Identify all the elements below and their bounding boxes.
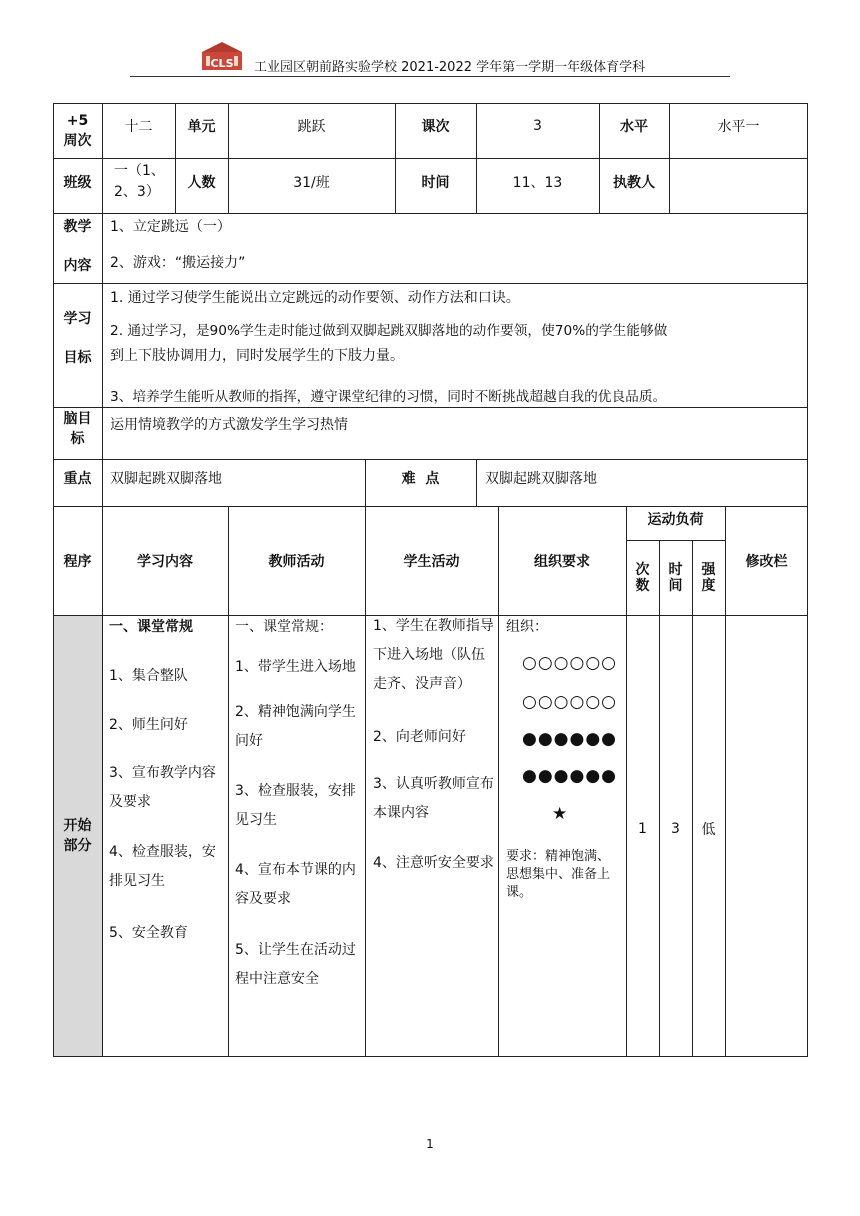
goal-3: 3、培养学生能听从教师的指挥，遵守课堂纪律的习惯，同时不断挑战超越自我的优良品质。 [110,389,667,405]
org-title: 组织： [506,619,548,635]
page-number: 1 [426,1137,434,1151]
teacher-star-icon: ★ [552,804,569,824]
col-org: 组织要求 [534,553,590,570]
formation-row-2: ○○○○○○ [522,692,618,712]
section-name: 开始部分 [63,818,92,854]
student-item-2: 2、向老师问好 [373,729,466,745]
teacher-value [669,158,808,206]
teacher-item-3: 3、检查服装，安排见习生 [235,783,356,828]
student-item-4: 4、注意听安全要求 [373,855,494,871]
goal-2a: 2. 通过学习，是90%学生走时能过做到双脚起跳双脚落地的动作要领，使70%的学生能够做 [110,323,668,339]
study-title: 一、课堂常规 [109,619,193,635]
study-item-4: 4、检查服装，安排见习生 [109,844,216,889]
teacher-label: 执教人 [613,175,655,191]
week-value: 十二 [124,118,153,135]
study-item-5: 5、安全教育 [109,925,188,941]
unit-label: 单元 [187,118,216,135]
study-item-3: 3、宣布教学内容及要求 [109,765,216,810]
org-requirement-text: 要求：精神饱满、思想集中、准备上课。 [506,849,611,900]
load-times: 1 [638,821,647,837]
header-title: 工业园区朝前路实验学校 2021-2022 学年第一学期一年级体育学科 [254,60,646,75]
level-value: 水平一 [717,118,760,135]
teacher-item-1: 1、带学生进入场地 [235,659,356,675]
unit-value: 跳跃 [297,118,326,135]
content-line-1: 1、立定跳远（一） [110,219,231,235]
level-label: 水平 [620,118,648,135]
formation-row-4: ●●●●●● [522,766,618,786]
brain-label-2: 标 [70,431,85,447]
school-logo [196,40,248,72]
time-value: 11、13 [512,175,563,191]
content-label-1: 教学 [63,219,92,235]
col-times: 次数 [635,561,650,594]
load-intensity: 低 [701,822,716,838]
key-text: 双脚起跳双脚落地 [110,471,222,487]
teacher-item-5: 5、让学生在活动过程中注意安全 [235,942,356,987]
class-label: 班级 [63,175,92,191]
brain-label-1: 脑目 [63,411,92,427]
difficulty-label: 难 点 [401,470,440,487]
goal-1: 1. 通过学习使学生能说出立定跳远的动作要领、动作方法和口诀。 [110,290,520,306]
goals-label-2: 目标 [63,350,92,366]
lesson-label: 课次 [421,118,450,135]
time-label: 时间 [421,175,450,191]
goals-label-1: 学习 [63,311,92,327]
load-duration: 3 [671,821,680,837]
week-label: +5 周次 [63,112,92,149]
logo-text: CLS [210,57,234,70]
col-load: 运动负荷 [647,512,704,528]
teacher-item-4: 4、宣布本节课的内容及要求 [235,862,356,907]
key-label: 重点 [63,470,92,487]
page-header [130,38,730,77]
col-student: 学生活动 [403,553,460,570]
study-item-1: 1、集合整队 [109,668,188,684]
student-item-1: 1、学生在教师指导下进入场地（队伍走齐、没声音） [373,618,494,692]
col-intensity: 强度 [701,561,716,594]
col-revise: 修改栏 [745,553,788,570]
content-label-2: 内容 [63,258,92,274]
brain-label [53,409,102,449]
formation-row-1: ○○○○○○ [522,653,618,673]
col-duration: 时间 [668,561,683,594]
student-item-3: 3、认真听教师宣布本课内容 [373,776,494,821]
lesson-plan-table [53,103,808,1057]
count-label: 人数 [187,175,216,191]
col-study: 学习内容 [137,553,193,570]
class-value: 一（1、2、3） [114,163,165,200]
goal-2b: 到上下肢协调用力，同时发展学生的下肢力量。 [110,348,404,364]
count-value: 31/班 [293,175,330,191]
col-teacher: 教师活动 [268,553,325,570]
col-procedure: 程序 [63,553,92,570]
content-line-2: 2、游戏：“搬运接力” [110,255,246,271]
lesson-value: 3 [533,117,542,134]
formation-row-3: ●●●●●● [522,729,618,749]
brain-text: 运用情境教学的方式激发学生学习热情 [110,417,348,433]
teacher-item-2: 2、精神饱满向学生问好 [235,704,356,749]
study-item-2: 2、师生问好 [109,717,188,733]
difficulty-text: 双脚起跳双脚落地 [485,471,597,487]
teacher-title: 一、课堂常规： [235,619,333,635]
